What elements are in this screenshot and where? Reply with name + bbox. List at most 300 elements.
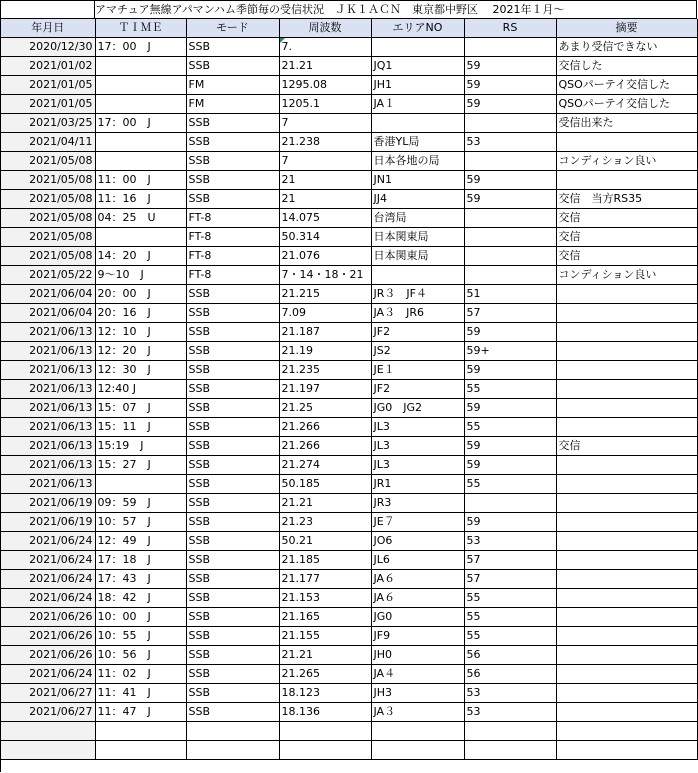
mode-cell[interactable]: SSB (186, 323, 279, 342)
date-cell[interactable]: 2021/01/05 (1, 76, 95, 95)
date-cell[interactable]: 2021/01/05 (1, 95, 95, 114)
frequency-cell[interactable]: 21.197 (279, 380, 371, 399)
empty-mode-cell[interactable] (186, 741, 279, 760)
table-row (1, 76, 697, 95)
frequency-cell[interactable]: 21.215 (279, 285, 371, 304)
rs-cell[interactable] (464, 152, 556, 171)
area-cell[interactable]: 台湾局 (371, 209, 464, 228)
rs-cell[interactable]: 57 (464, 570, 556, 589)
area-cell[interactable]: 香港YL局 (371, 133, 464, 152)
mode-cell[interactable]: SSB (186, 475, 279, 494)
frequency-cell[interactable]: 21.274 (279, 456, 371, 475)
time-cell[interactable] (95, 475, 186, 494)
sheet-title: アマチュア無線アパマンハム季節毎の受信状況 ＪＫ１ＡＣＮ 東京都中野区 2021年１月～ (95, 3, 565, 16)
mode-cell[interactable]: SSB (186, 304, 279, 323)
time-cell[interactable]: 20：00 J (95, 285, 186, 304)
mode-cell[interactable]: SSB (186, 551, 279, 570)
time-cell[interactable] (95, 95, 186, 114)
frequency-cell[interactable]: 7・14・18・21 (279, 266, 371, 285)
notes-cell[interactable]: コンディション良い (556, 266, 697, 285)
notes-cell[interactable] (556, 665, 697, 684)
frequency-cell[interactable]: 21.076 (279, 247, 371, 266)
date-cell[interactable]: 2021/06/13 (1, 456, 95, 475)
notes-cell[interactable] (556, 513, 697, 532)
time-cell[interactable]: 11：41 J (95, 684, 186, 703)
date-cell[interactable]: 2021/06/13 (1, 342, 95, 361)
frequency-cell[interactable]: 21.266 (279, 418, 371, 437)
area-cell[interactable]: JA１ (371, 95, 464, 114)
area-cell[interactable]: JF2 (371, 323, 464, 342)
rs-cell[interactable]: 56 (464, 665, 556, 684)
time-cell[interactable]: 11：16 J (95, 190, 186, 209)
time-cell[interactable]: 14：20 J (95, 247, 186, 266)
table-row (1, 361, 697, 380)
rs-cell[interactable]: 59 (464, 323, 556, 342)
date-cell[interactable]: 2021/06/24 (1, 551, 95, 570)
empty-time-cell[interactable] (95, 741, 186, 760)
time-cell[interactable]: 15：11 J (95, 418, 186, 437)
area-cell[interactable]: JR1 (371, 475, 464, 494)
date-cell[interactable]: 2021/05/08 (1, 190, 95, 209)
mode-cell[interactable]: FT-8 (186, 247, 279, 266)
notes-cell[interactable]: 交信 当方RS35 (556, 190, 697, 209)
header-notes[interactable]: 摘要 (556, 19, 697, 38)
mode-cell[interactable]: SSB (186, 608, 279, 627)
area-cell[interactable]: JH3 (371, 684, 464, 703)
notes-cell[interactable] (556, 418, 697, 437)
area-cell[interactable]: JF2 (371, 380, 464, 399)
time-cell[interactable]: 10：55 J (95, 627, 186, 646)
time-cell[interactable] (95, 152, 186, 171)
mode-cell[interactable]: SSB (186, 133, 279, 152)
notes-cell[interactable] (556, 494, 697, 513)
date-cell[interactable]: 2020/12/30 (1, 38, 95, 57)
area-cell[interactable]: JJ4 (371, 190, 464, 209)
time-cell[interactable]: 12：30 J (95, 361, 186, 380)
rs-cell[interactable]: 59+ (464, 342, 556, 361)
time-cell[interactable]: 18：42 J (95, 589, 186, 608)
table-row (1, 418, 697, 437)
area-cell[interactable] (371, 114, 464, 133)
date-cell[interactable]: 2021/06/27 (1, 703, 95, 722)
date-cell[interactable]: 2021/06/04 (1, 304, 95, 323)
rs-cell[interactable] (464, 494, 556, 513)
notes-cell[interactable]: 交信 (556, 209, 697, 228)
area-cell[interactable] (371, 266, 464, 285)
notes-cell[interactable]: 交信した (556, 57, 697, 76)
mode-cell[interactable]: SSB (186, 380, 279, 399)
frequency-cell[interactable]: 18.136 (279, 703, 371, 722)
area-cell[interactable]: JF9 (371, 627, 464, 646)
date-cell[interactable]: 2021/06/13 (1, 475, 95, 494)
mode-cell[interactable]: SSB (186, 152, 279, 171)
date-cell[interactable]: 2021/05/08 (1, 228, 95, 247)
notes-cell[interactable] (556, 304, 697, 323)
area-cell[interactable]: JG0 (371, 608, 464, 627)
table-row (1, 228, 697, 247)
mode-cell[interactable]: SSB (186, 665, 279, 684)
frequency-cell[interactable]: 21.235 (279, 361, 371, 380)
area-cell[interactable]: JL3 (371, 456, 464, 475)
empty-date-cell[interactable] (1, 722, 95, 741)
time-cell[interactable]: 11：00 J (95, 171, 186, 190)
mode-cell[interactable]: SSB (186, 513, 279, 532)
table-row (1, 285, 697, 304)
notes-cell[interactable]: QSOパーテイ交信した (556, 95, 697, 114)
rs-cell[interactable] (464, 38, 556, 57)
area-cell[interactable]: JL3 (371, 437, 464, 456)
mode-cell[interactable]: FM (186, 76, 279, 95)
time-cell[interactable] (95, 76, 186, 95)
rs-cell[interactable]: 55 (464, 418, 556, 437)
rs-cell[interactable]: 56 (464, 646, 556, 665)
frequency-cell[interactable]: 14.075 (279, 209, 371, 228)
frequency-cell[interactable]: 21.21 (279, 494, 371, 513)
date-cell[interactable]: 2021/06/26 (1, 646, 95, 665)
time-cell[interactable]: 10：00 J (95, 608, 186, 627)
mode-cell[interactable]: FM (186, 95, 279, 114)
notes-cell[interactable]: あまり受信できない (556, 38, 697, 57)
mode-cell[interactable]: SSB (186, 342, 279, 361)
area-cell[interactable]: JO6 (371, 532, 464, 551)
rs-cell[interactable]: 59 (464, 57, 556, 76)
date-cell[interactable]: 2021/05/22 (1, 266, 95, 285)
time-cell[interactable] (95, 228, 186, 247)
area-cell[interactable]: JN1 (371, 171, 464, 190)
area-cell[interactable]: JQ1 (371, 57, 464, 76)
mode-cell[interactable]: SSB (186, 399, 279, 418)
table-row (1, 266, 697, 285)
mode-cell[interactable]: SSB (186, 456, 279, 475)
area-cell[interactable]: JA６ (371, 589, 464, 608)
notes-cell[interactable] (556, 171, 697, 190)
table-row (1, 323, 697, 342)
area-cell[interactable]: JA３ (371, 703, 464, 722)
rs-cell[interactable] (464, 114, 556, 133)
header-time[interactable]: ＴＩＭＥ (95, 19, 186, 38)
frequency-cell[interactable]: 21.265 (279, 665, 371, 684)
empty-date-cell[interactable] (1, 741, 95, 760)
area-cell[interactable]: JH0 (371, 646, 464, 665)
rs-cell[interactable] (464, 247, 556, 266)
notes-cell[interactable] (556, 627, 697, 646)
frequency-cell[interactable]: 50.185 (279, 475, 371, 494)
title-row (1, 1, 697, 19)
date-cell[interactable]: 2021/06/26 (1, 608, 95, 627)
frequency-cell[interactable]: 1295.08 (279, 76, 371, 95)
frequency-cell[interactable]: 21.155 (279, 627, 371, 646)
notes-cell[interactable] (556, 380, 697, 399)
mode-cell[interactable]: SSB (186, 171, 279, 190)
time-cell[interactable]: 15:19 J (95, 437, 186, 456)
frequency-cell[interactable]: 21.177 (279, 570, 371, 589)
area-cell[interactable]: 日本関東局 (371, 228, 464, 247)
table-row (1, 627, 697, 646)
empty-row (1, 722, 697, 741)
frequency-cell[interactable]: 21 (279, 190, 371, 209)
area-cell[interactable]: JS2 (371, 342, 464, 361)
notes-cell[interactable] (556, 684, 697, 703)
frequency-cell[interactable]: 21 (279, 171, 371, 190)
frequency-cell[interactable]: 18.123 (279, 684, 371, 703)
frequency-cell[interactable]: 7 (279, 114, 371, 133)
time-cell[interactable]: 12：49 J (95, 532, 186, 551)
notes-cell[interactable] (556, 323, 697, 342)
area-cell[interactable]: JE１ (371, 361, 464, 380)
notes-cell[interactable] (556, 399, 697, 418)
area-cell[interactable]: JA４ (371, 665, 464, 684)
area-cell[interactable]: JE７ (371, 513, 464, 532)
date-cell[interactable]: 2021/06/26 (1, 627, 95, 646)
frequency-cell[interactable]: 1205.1 (279, 95, 371, 114)
header-date[interactable]: 年月日 (1, 19, 95, 38)
notes-cell[interactable]: 交信 (556, 437, 697, 456)
table-row (1, 665, 697, 684)
time-cell[interactable]: 11：02 J (95, 665, 186, 684)
table-row (1, 190, 697, 209)
rs-cell[interactable]: 59 (464, 171, 556, 190)
notes-cell[interactable] (556, 532, 697, 551)
notes-cell[interactable] (556, 703, 697, 722)
frequency-cell[interactable]: 21.25 (279, 399, 371, 418)
date-cell[interactable]: 2021/06/13 (1, 418, 95, 437)
mode-cell[interactable]: SSB (186, 361, 279, 380)
mode-cell[interactable]: SSB (186, 570, 279, 589)
table-body (1, 38, 697, 760)
table-row (1, 570, 697, 589)
rs-cell[interactable] (464, 266, 556, 285)
rs-cell[interactable]: 59 (464, 399, 556, 418)
notes-cell[interactable] (556, 342, 697, 361)
mode-cell[interactable]: SSB (186, 437, 279, 456)
table-row (1, 646, 697, 665)
frequency-cell[interactable]: 21.21 (279, 646, 371, 665)
area-cell[interactable]: JL6 (371, 551, 464, 570)
time-cell[interactable]: 12：20 J (95, 342, 186, 361)
notes-cell[interactable] (556, 133, 697, 152)
header-frequency[interactable]: 周波数 (279, 19, 371, 38)
rs-cell[interactable]: 59 (464, 456, 556, 475)
date-cell[interactable]: 2021/06/13 (1, 437, 95, 456)
notes-cell[interactable] (556, 570, 697, 589)
frequency-cell[interactable]: 21.165 (279, 608, 371, 627)
notes-cell[interactable] (556, 285, 697, 304)
notes-cell[interactable] (556, 361, 697, 380)
time-cell[interactable]: 20：16 J (95, 304, 186, 323)
rs-cell[interactable]: 55 (464, 589, 556, 608)
notes-cell[interactable]: QSOパーテイ交信した (556, 76, 697, 95)
mode-cell[interactable]: FT-8 (186, 228, 279, 247)
rs-cell[interactable]: 59 (464, 513, 556, 532)
date-cell[interactable]: 2021/05/08 (1, 152, 95, 171)
rs-cell[interactable]: 59 (464, 95, 556, 114)
mode-cell[interactable]: SSB (186, 532, 279, 551)
table-row (1, 342, 697, 361)
mode-cell[interactable]: SSB (186, 57, 279, 76)
date-cell[interactable]: 2021/06/24 (1, 532, 95, 551)
area-cell[interactable]: JL3 (371, 418, 464, 437)
notes-cell[interactable] (556, 551, 697, 570)
area-cell[interactable]: 日本各地の局 (371, 152, 464, 171)
date-cell[interactable]: 2021/05/08 (1, 171, 95, 190)
date-cell[interactable]: 2021/01/02 (1, 57, 95, 76)
empty-frequency-cell[interactable] (279, 741, 371, 760)
rs-cell[interactable]: 53 (464, 133, 556, 152)
time-cell[interactable]: 10：56 J (95, 646, 186, 665)
empty-rs-cell[interactable] (464, 722, 556, 741)
time-cell[interactable]: 12：10 J (95, 323, 186, 342)
notes-cell[interactable]: 交信 (556, 247, 697, 266)
table-row (1, 304, 697, 323)
time-cell[interactable]: 17：00 J (95, 38, 186, 57)
frequency-cell[interactable]: 21.23 (279, 513, 371, 532)
time-cell[interactable]: 04：25 U (95, 209, 186, 228)
rs-cell[interactable]: 55 (464, 475, 556, 494)
frequency-cell[interactable]: 21.21 (279, 57, 371, 76)
empty-area-cell[interactable] (371, 722, 464, 741)
frequency-cell[interactable]: 50.21 (279, 532, 371, 551)
time-cell[interactable] (95, 133, 186, 152)
area-cell[interactable]: JH1 (371, 76, 464, 95)
area-cell[interactable]: JR3 (371, 494, 464, 513)
area-cell[interactable] (371, 38, 464, 57)
rs-cell[interactable]: 55 (464, 380, 556, 399)
area-cell[interactable]: JA６ (371, 570, 464, 589)
mode-cell[interactable]: SSB (186, 589, 279, 608)
table-row (1, 209, 697, 228)
frequency-cell[interactable]: 7.09 (279, 304, 371, 323)
notes-cell[interactable] (556, 646, 697, 665)
header-mode[interactable]: モード (186, 19, 279, 38)
time-cell[interactable]: 10：57 J (95, 513, 186, 532)
date-cell[interactable]: 2021/05/08 (1, 209, 95, 228)
frequency-cell[interactable]: 21.153 (279, 589, 371, 608)
mode-cell[interactable]: SSB (186, 114, 279, 133)
table-row (1, 589, 697, 608)
table-row (1, 494, 697, 513)
mode-cell[interactable]: SSB (186, 646, 279, 665)
frequency-cell[interactable]: 21.185 (279, 551, 371, 570)
notes-cell[interactable] (556, 456, 697, 475)
date-cell[interactable]: 2021/06/13 (1, 323, 95, 342)
rs-cell[interactable] (464, 228, 556, 247)
date-cell[interactable]: 2021/05/08 (1, 247, 95, 266)
rs-cell[interactable]: 53 (464, 703, 556, 722)
rs-cell[interactable]: 55 (464, 627, 556, 646)
table-row (1, 152, 697, 171)
time-cell[interactable]: 15：27 J (95, 456, 186, 475)
notes-cell[interactable] (556, 589, 697, 608)
frequency-cell[interactable]: 7 (279, 152, 371, 171)
date-cell[interactable]: 2021/04/11 (1, 133, 95, 152)
date-cell[interactable]: 2021/06/24 (1, 570, 95, 589)
header-area[interactable]: エリアNO (371, 19, 464, 38)
mode-cell[interactable]: SSB (186, 703, 279, 722)
frequency-cell[interactable]: 21.238 (279, 133, 371, 152)
notes-cell[interactable]: 受信出来た (556, 114, 697, 133)
empty-mode-cell[interactable] (186, 722, 279, 741)
date-cell[interactable]: 2021/06/27 (1, 684, 95, 703)
time-cell[interactable]: 12:40 J (95, 380, 186, 399)
rs-cell[interactable]: 53 (464, 684, 556, 703)
mode-cell[interactable]: SSB (186, 418, 279, 437)
mode-cell[interactable]: FT-8 (186, 266, 279, 285)
time-cell[interactable]: 9～10 J (95, 266, 186, 285)
frequency-cell[interactable]: 7. (279, 38, 371, 57)
header-rs[interactable]: RS (464, 19, 556, 38)
frequency-cell[interactable]: 21.187 (279, 323, 371, 342)
mode-cell[interactable]: SSB (186, 627, 279, 646)
table-row (1, 608, 697, 627)
table-row (1, 551, 697, 570)
date-cell[interactable]: 2021/06/04 (1, 285, 95, 304)
time-cell[interactable]: 15：07 J (95, 399, 186, 418)
date-cell[interactable]: 2021/03/25 (1, 114, 95, 133)
date-cell[interactable]: 2021/06/19 (1, 494, 95, 513)
empty-notes-cell[interactable] (556, 741, 697, 760)
rs-cell[interactable] (464, 209, 556, 228)
frequency-cell[interactable]: 50.314 (279, 228, 371, 247)
title-date-cell[interactable] (1, 1, 95, 18)
empty-area-cell[interactable] (371, 741, 464, 760)
time-cell[interactable]: 09：59 J (95, 494, 186, 513)
area-cell[interactable]: JG0 JG2 (371, 399, 464, 418)
mode-cell[interactable]: SSB (186, 684, 279, 703)
rs-cell[interactable]: 57 (464, 551, 556, 570)
area-cell[interactable]: JA３ JR6 (371, 304, 464, 323)
date-cell[interactable]: 2021/06/13 (1, 399, 95, 418)
mode-cell[interactable]: SSB (186, 285, 279, 304)
empty-rs-cell[interactable] (464, 741, 556, 760)
rs-cell[interactable]: 59 (464, 76, 556, 95)
date-cell[interactable]: 2021/06/24 (1, 665, 95, 684)
time-cell[interactable]: 17：43 J (95, 570, 186, 589)
time-cell[interactable]: 17：00 J (95, 114, 186, 133)
table-row (1, 399, 697, 418)
rs-cell[interactable]: 53 (464, 532, 556, 551)
empty-frequency-cell[interactable] (279, 722, 371, 741)
notes-cell[interactable]: コンディション良い (556, 152, 697, 171)
mode-cell[interactable]: SSB (186, 38, 279, 57)
area-cell[interactable]: 日本関東局 (371, 247, 464, 266)
empty-notes-cell[interactable] (556, 722, 697, 741)
frequency-cell[interactable]: 21.266 (279, 437, 371, 456)
area-cell[interactable]: JR３ JF４ (371, 285, 464, 304)
rs-cell[interactable]: 59 (464, 361, 556, 380)
notes-cell[interactable]: 交信 (556, 228, 697, 247)
empty-time-cell[interactable] (95, 722, 186, 741)
time-cell[interactable] (95, 57, 186, 76)
mode-cell[interactable]: FT-8 (186, 209, 279, 228)
date-cell[interactable]: 2021/06/19 (1, 513, 95, 532)
date-cell[interactable]: 2021/06/13 (1, 361, 95, 380)
mode-cell[interactable]: SSB (186, 494, 279, 513)
frequency-cell[interactable]: 21.19 (279, 342, 371, 361)
notes-cell[interactable] (556, 475, 697, 494)
date-cell[interactable]: 2021/06/24 (1, 589, 95, 608)
date-cell[interactable]: 2021/06/13 (1, 380, 95, 399)
rs-cell[interactable]: 55 (464, 608, 556, 627)
table-row (1, 684, 697, 703)
mode-cell[interactable]: SSB (186, 190, 279, 209)
time-cell[interactable]: 11：47 J (95, 703, 186, 722)
rs-cell[interactable]: 59 (464, 437, 556, 456)
rs-cell[interactable]: 57 (464, 304, 556, 323)
rs-cell[interactable]: 51 (464, 285, 556, 304)
time-cell[interactable]: 17：18 J (95, 551, 186, 570)
rs-cell[interactable]: 59 (464, 190, 556, 209)
notes-cell[interactable] (556, 608, 697, 627)
